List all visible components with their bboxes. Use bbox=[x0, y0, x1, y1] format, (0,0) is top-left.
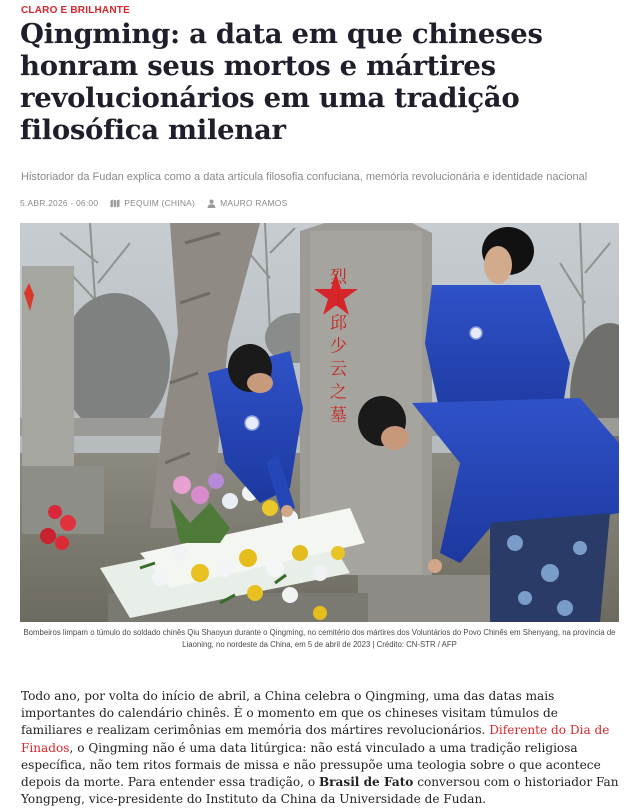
stone-inscription: 烈士邱少云之墓 bbox=[326, 267, 346, 429]
body-text-part-2: , o Qingming não é uma data litúrgica: não está vinculado a uma tradição religiosa específica, não tem ritos formais de missa e não pressupõe uma teologia sobre o que acontece depois da morte. Para entender essa tradição, o bbox=[21, 740, 601, 790]
map-icon bbox=[110, 199, 120, 208]
photo-caption: Bombeiros limpam o túmulo do soldado chinês Qiu Shaoyun durante o Qingming, no cemitério dos mártires dos Voluntários do Povo Chinês em Shenyang, na província de Liaoning, no nordeste da China, em 5 de abril de 2023 | Crédito: CN-STR / AFP bbox=[23, 628, 616, 649]
body-text-part-1: Todo ano, por volta do início de abril, a China celebra o Qingming, uma das datas mais importantes do calendário chinês. É o momento em que os chineses visitam túmulos de familiares e realizam cerimônias em memória dos mártires revolucionários. bbox=[21, 689, 558, 738]
article-body-paragraph bbox=[21, 688, 621, 808]
publish-datetime bbox=[20, 198, 98, 208]
section-kicker[interactable]: CLARO E BRILHANTE bbox=[21, 5, 130, 16]
location-text: PEQUIM (CHINA) bbox=[124, 198, 196, 208]
finados-link[interactable]: Diferente do Dia de Finados bbox=[21, 723, 610, 755]
page-title: Qingming: a data em que chineses honram seus mortos e mártires revolucionários em uma tradição filosófica milenar bbox=[20, 18, 543, 146]
author-name: MAURO RAMOS bbox=[220, 198, 288, 208]
user-icon bbox=[207, 199, 216, 208]
article-photo[interactable] bbox=[20, 223, 619, 622]
location bbox=[110, 198, 195, 208]
publication-name: Brasil de Fato bbox=[318, 775, 414, 790]
datetime-text: 5.ABR.2026 - 06:00 bbox=[20, 198, 99, 208]
author[interactable] bbox=[207, 198, 287, 208]
photo-illustration bbox=[20, 223, 619, 622]
article-meta bbox=[20, 198, 299, 208]
article-subtitle: Historiador da Fudan explica como a data articula filosofia confuciana, memória revolucionária e identidade nacional bbox=[21, 171, 588, 183]
body-text-part-3: conversou com o historiador Fan Yongpeng, vice-presidente do Instituto da China da Universidade de Fudan. bbox=[21, 775, 619, 807]
